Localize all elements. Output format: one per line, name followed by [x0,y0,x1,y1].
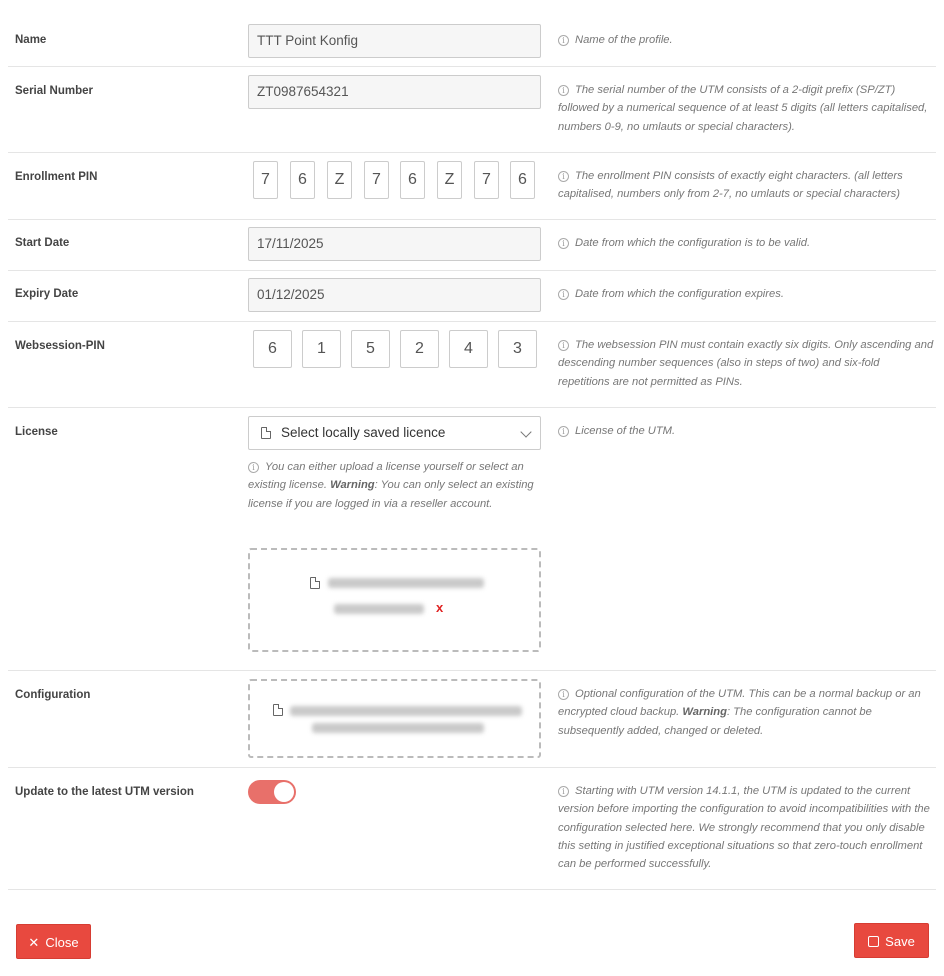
serial-number-input[interactable]: ZT0987654321 [248,75,541,109]
name-label: Name [15,34,47,46]
name-hint: i Name of the profile. [558,31,934,49]
license-hint: i License of the UTM. [558,422,934,440]
license-label: License [15,426,58,438]
websession-pin-digit[interactable]: 4 [449,330,488,368]
info-icon: i [558,171,569,182]
license-select[interactable] [248,416,541,450]
websession-pin-digit[interactable]: 6 [253,330,292,368]
license-file-name-redacted [334,604,424,614]
enrollment-pin-hint: i The enrollment PIN consists of exactly eight characters. (all letters capitalised, numbers only from 2-7, no umlauts or special characters) [558,170,903,201]
info-icon: i [558,340,569,351]
row-start-date [8,220,936,271]
configuration-label: Configuration [15,689,91,701]
info-icon: i [558,289,569,300]
enrollment-pin-digit[interactable]: 7 [253,161,278,199]
floppy-disk-icon [868,936,879,947]
info-icon: i [558,786,569,797]
enrollment-pin-digit[interactable]: 7 [474,161,499,199]
websession-pin-hint: i The websession PIN must contain exactly six digits. Only ascending and descending number sequences (also in steps of two) and six-fold repetitions are not permitted as PINs. [558,339,934,388]
info-icon: i [248,462,259,473]
enrollment-pin-digit[interactable]: Z [327,161,352,199]
row-name [8,14,936,67]
row-serial-number [8,67,936,153]
close-button[interactable]: ✕ Close [16,924,91,959]
toggle-knob [274,782,294,802]
license-help: i You can either upload a license yourself or select an existing license. Warning: You can only select an existing license if you are logged in via a reseller account. [248,461,534,510]
enrollment-pin-digit[interactable]: 6 [290,161,315,199]
info-icon: i [558,35,569,46]
update-latest-utm-hint: i Starting with UTM version 14.1.1, the UTM is updated to the current version before importing the configuration to avoid incompatibilities with the configuration selected here. We strongly recommend that you only disable this setting in justified exceptional situations so that zero-touch enrollment can be performed successfully. [558,785,930,871]
serial-number-label: Serial Number [15,85,93,97]
row-websession-pin [8,322,936,408]
websession-pin-digit[interactable]: 5 [351,330,390,368]
enrollment-pin-label: Enrollment PIN [15,171,98,183]
file-icon [261,427,271,439]
configuration-file-name-redacted [290,706,522,716]
expiry-date-hint: i Date from which the configuration expires. [558,285,934,303]
name-input[interactable]: TTT Point Konfig [248,24,541,58]
websession-pin-digit[interactable]: 2 [400,330,439,368]
chevron-down-icon [520,426,531,437]
row-configuration [8,671,936,768]
update-latest-utm-label: Update to the latest UTM version [15,786,194,798]
info-icon: i [558,689,569,700]
update-latest-utm-toggle[interactable] [248,780,296,804]
license-select-value: Select locally saved licence [281,425,446,440]
x-icon: ✕ [28,935,40,950]
websession-pin-digit[interactable]: 3 [498,330,537,368]
expiry-date-input[interactable]: 01/12/2025 [248,278,541,312]
file-icon [273,704,283,716]
row-expiry-date [8,271,936,322]
remove-license-button[interactable]: x [436,600,444,615]
websession-pin-label: Websession-PIN [15,340,105,352]
enrollment-pin-digit[interactable]: Z [437,161,462,199]
row-update-latest-utm [8,768,936,890]
row-enrollment-pin [8,153,936,220]
license-file-name-redacted [328,578,484,588]
start-date-label: Start Date [15,237,70,249]
row-license [8,408,936,671]
enrollment-pin-digit[interactable]: 6 [510,161,535,199]
start-date-hint: i Date from which the configuration is to be valid. [558,234,934,252]
info-icon: i [558,238,569,249]
info-icon: i [558,85,569,96]
start-date-input[interactable]: 17/11/2025 [248,227,541,261]
websession-pin-digit[interactable]: 1 [302,330,341,368]
save-button[interactable]: Save [854,923,929,958]
enrollment-pin-digit[interactable]: 6 [400,161,425,199]
configuration-file-name-redacted [312,723,484,733]
file-icon [310,577,320,589]
configuration-dropzone[interactable] [248,679,541,758]
expiry-date-label: Expiry Date [15,288,79,300]
enrollment-pin-digit[interactable]: 7 [364,161,389,199]
serial-number-hint: i The serial number of the UTM consists of a 2-digit prefix (SP/ZT) followed by a numerical sequence of at least 5 digits (all letters capitalised, numbers 0-9, no umlauts or special characters). [558,84,928,133]
license-dropzone[interactable] [248,548,541,652]
configuration-hint: i Optional configuration of the UTM. This can be a normal backup or an encrypted cloud backup. Warning: The configuration cannot be subsequently added, changed or deleted. [558,688,921,737]
info-icon: i [558,426,569,437]
